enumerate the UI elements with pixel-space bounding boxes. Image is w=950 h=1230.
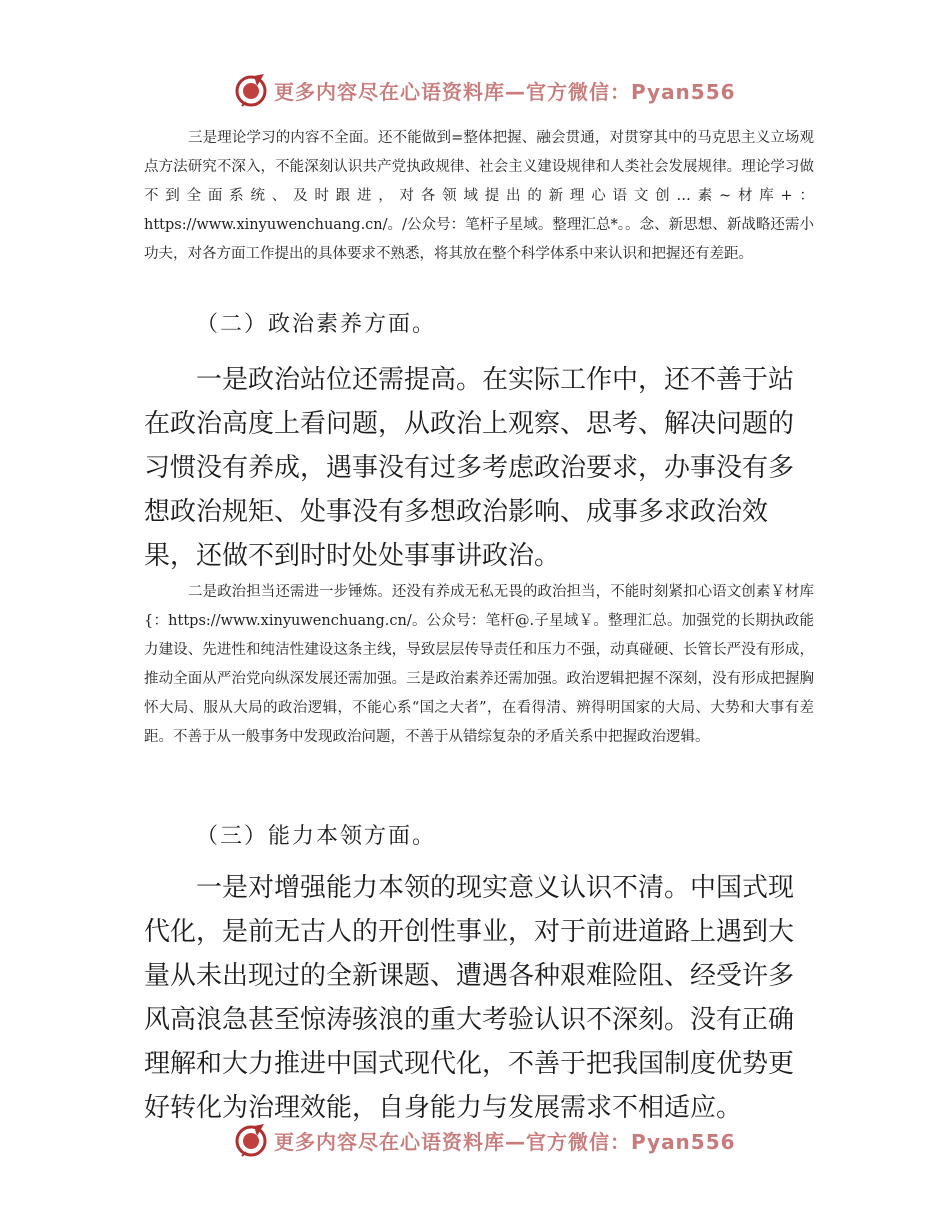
banner-text: 更多内容尽在心语资料库—官方微信：Pyan556 <box>274 1129 736 1154</box>
paragraph-text: 二是政治担当还需进一步锤炼。还没有养成无私无畏的政治担当，不能时刻紧扣心语文创素￥材库{：https://www.xinyuwenchuang.cn/。公众号：笔杆@.子星域￥。整理汇总。加强党的长期执政能力建设、先进性和纯洁性建设这条主线，导致层层传导责任和压力不强，动真碰硬、长管长严没有形成，推动全面从严治党向纵深发展还需加强。三是政治素养还需加强。政治逻辑把握不深刻，没有形成把握胸怀大局、服从大局的政治逻辑，不能心系“国之大者”，在看得清、辨得明国家的大局、大势和大事有差距。不善于从一般事务中发现政治问题，不善于从错综复杂的矛盾关系中把握政治逻辑。 <box>144 584 814 745</box>
paragraph-political-responsibility <box>144 578 814 752</box>
section-heading-political-quality: （二）政治素养方面。 <box>196 312 437 337</box>
footer-banner <box>0 1120 950 1160</box>
banner-text: 更多内容尽在心语资料库—官方微信：Pyan556 <box>274 79 736 104</box>
pen-logo-icon <box>234 72 270 108</box>
paragraph-ability-awareness <box>144 866 816 1130</box>
header-banner <box>0 70 950 110</box>
paragraph-text: 三是理论学习的内容不全面。还不能做到=整体把握、融会贯通，对贯穿其中的马克思主义立场观点方法研究不深入，不能深刻认识共产党执政规律、社会主义建设规律和人类社会发展规律。理论学习做不到全面系统、及时跟进，对各领域提出的新理心语文创…素~材库+：https://www.xinyuwenchuang.cn/。/公众号：笔杆子星域。整理汇总*。。念、新思想、新战略还需小功夫，对各方面工作提出的具体要求不熟悉，将其放在整个科学体系中来认识和把握还有差距。 <box>144 130 814 262</box>
section-heading-ability: （三）能力本领方面。 <box>196 824 437 849</box>
paragraph-text: 一是政治站位还需提高。在实际工作中，还不善于站在政治高度上看问题，从政治上观察、思考、解决问题的习惯没有养成，遇事没有过多考虑政治要求，办事没有多想政治规矩、处事没有多想政治影响、成事多求政治效果，还做不到时时处处事事讲政治。 <box>144 365 795 571</box>
paragraph-political-stance <box>144 358 816 578</box>
paragraph-text: 一是对增强能力本领的现实意义认识不清。中国式现代化，是前无古人的开创性事业，对于前进道路上遇到大量从未出现过的全新课题、遭遇各种艰难险阻、经受许多风高浪急甚至惊涛骇浪的重大考验认识不深刻。没有正确理解和大力推进中国式现代化，不善于把我国制度优势更好转化为治理效能，自身能力与发展需求不相适应。 <box>144 873 795 1123</box>
pen-logo-icon <box>234 1122 270 1158</box>
paragraph-theory-study <box>144 124 814 269</box>
